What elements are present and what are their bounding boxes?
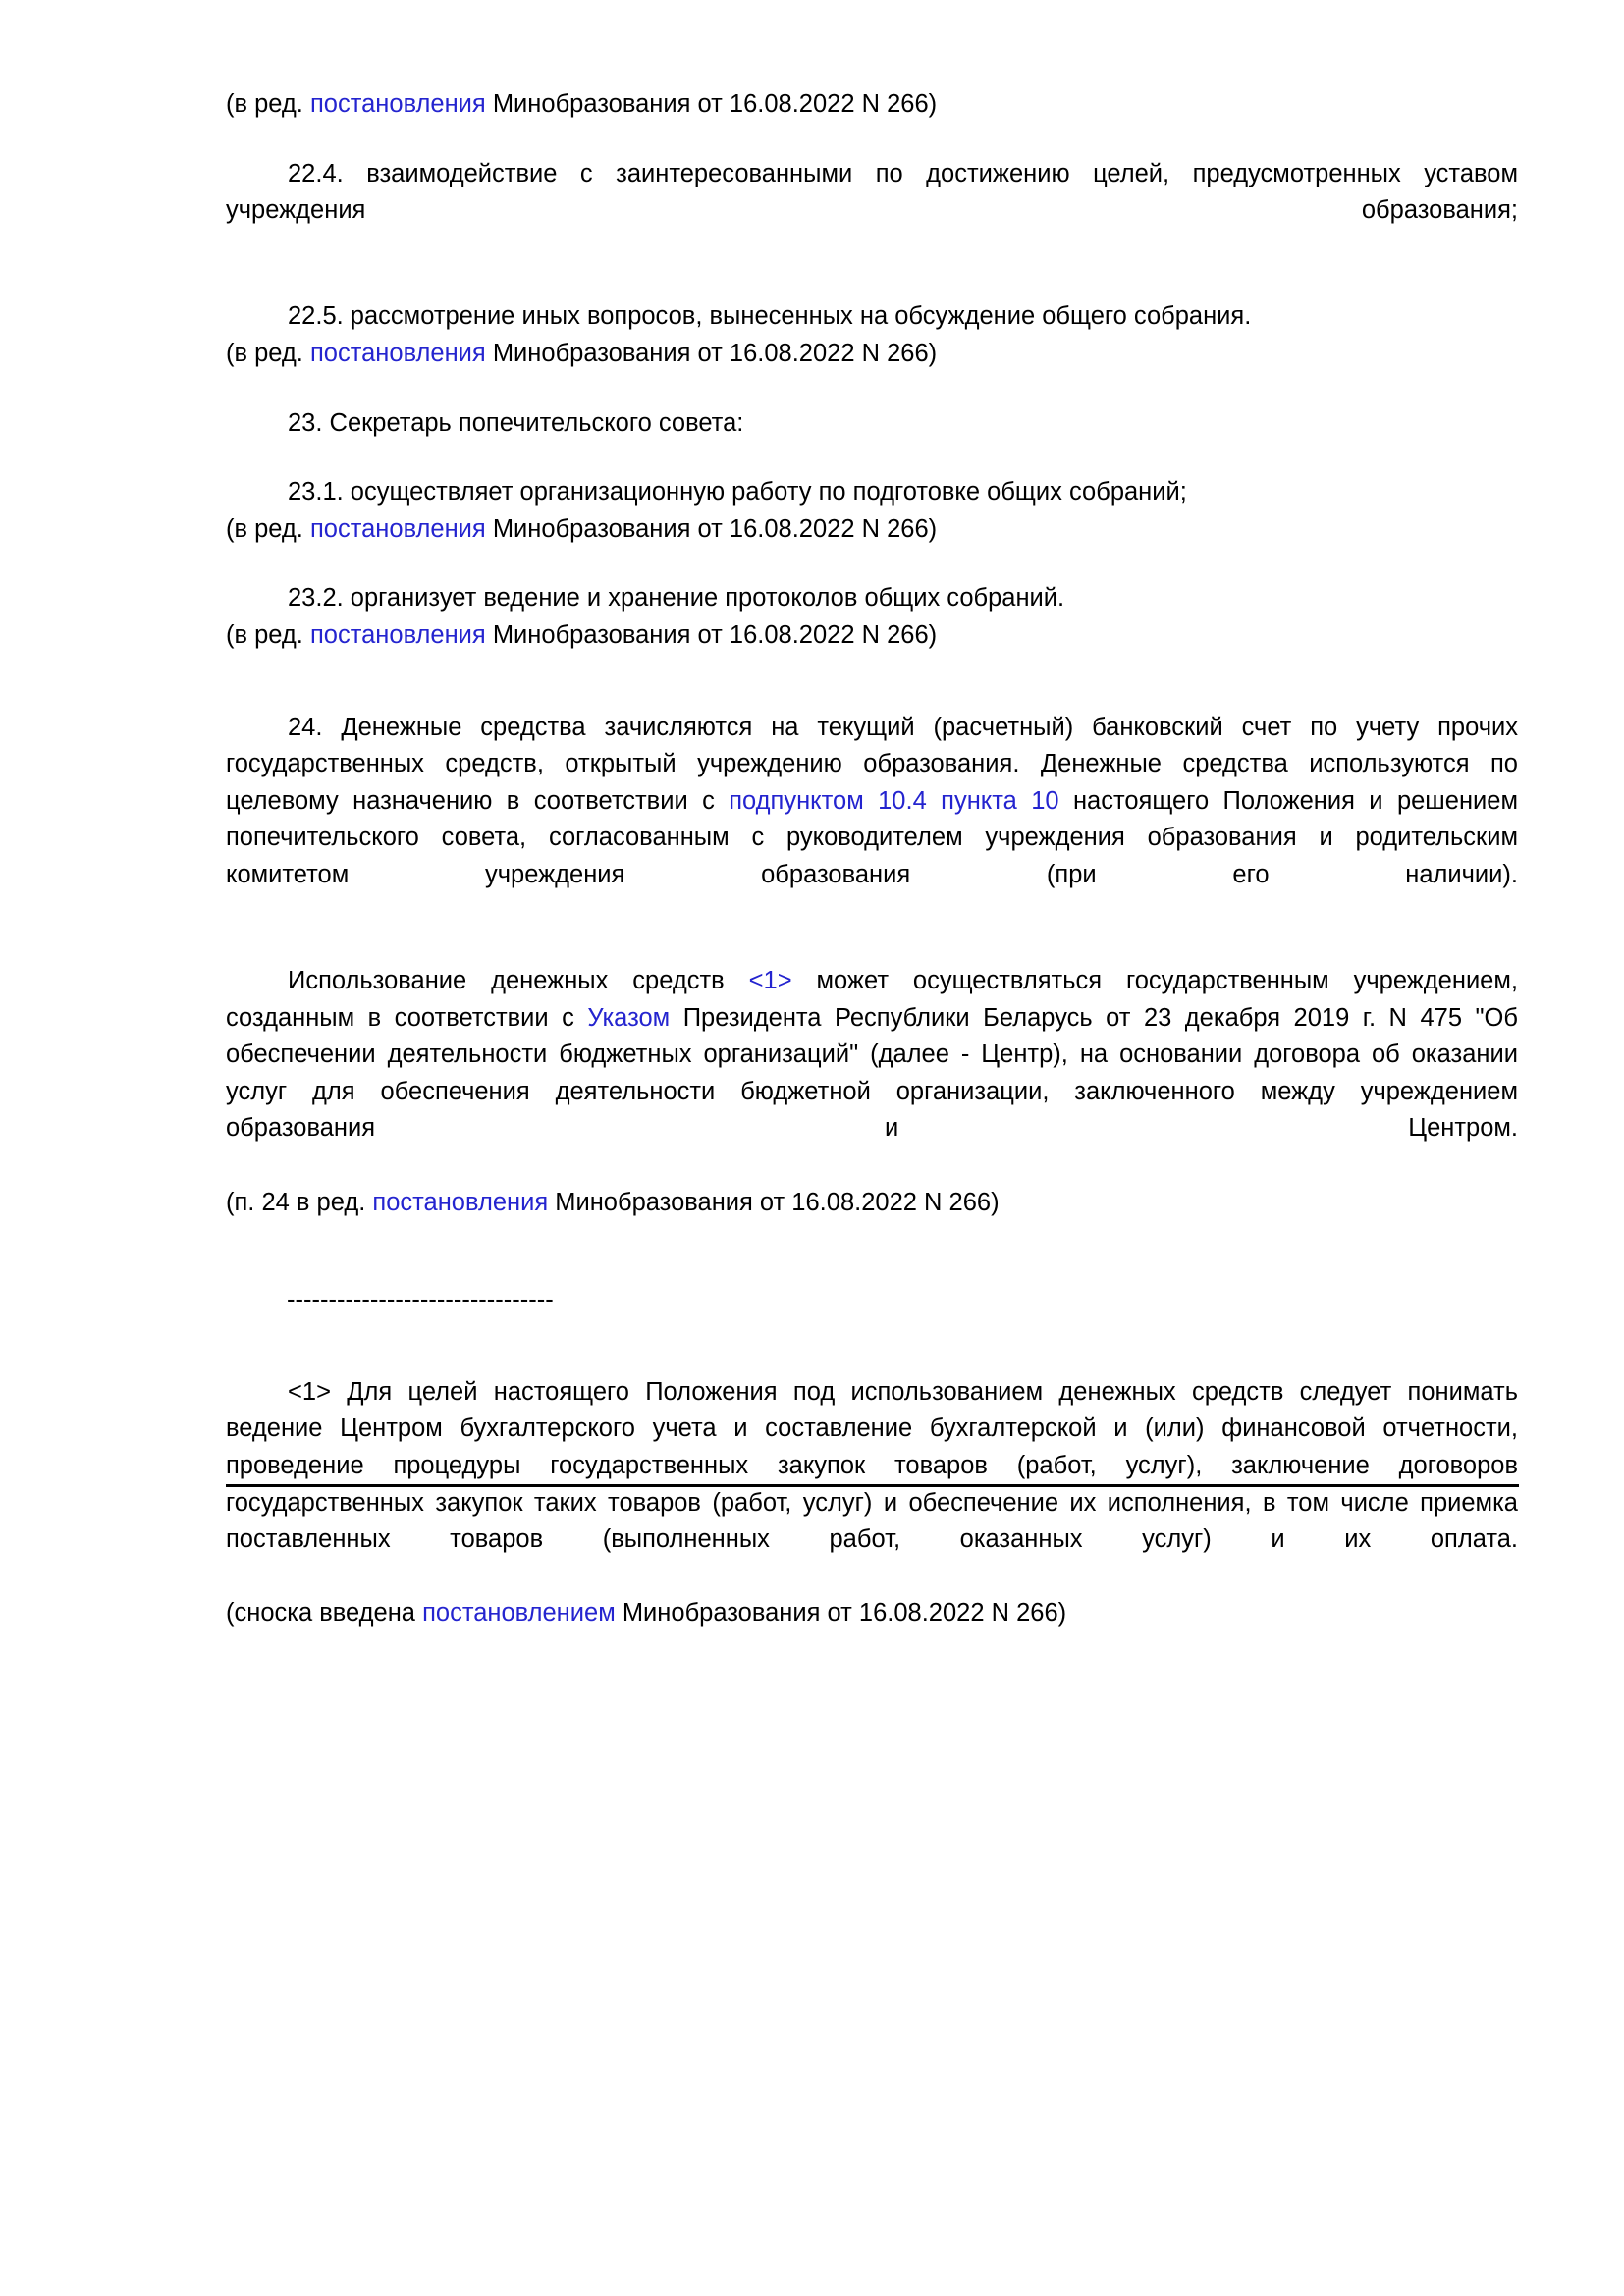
spacer xyxy=(226,266,1518,298)
edit-note-6-suffix: Минобразования от 16.08.2022 N 266) xyxy=(615,1599,1067,1628)
edit-note-6 xyxy=(226,1595,1518,1632)
clause-24b-part2: может осуществляться государственным учреждением, созданным в соответствии с xyxy=(226,967,1518,1032)
clause-24 xyxy=(226,710,1518,932)
spacer xyxy=(226,655,1518,710)
edit-note-1 xyxy=(226,86,1518,124)
link-ukaz[interactable]: Указом xyxy=(587,1003,671,1032)
link-subclause-10-4[interactable]: подпунктом 10.4 пункта 10 xyxy=(729,786,1059,815)
edit-note-3-prefix: (в ред. xyxy=(226,514,310,543)
edit-note-2-suffix: Минобразования от 16.08.2022 N 266) xyxy=(485,339,938,367)
footnote-1-marker: <1> xyxy=(288,1377,331,1406)
edit-note-5-suffix: Минобразования от 16.08.2022 N 266) xyxy=(548,1188,1000,1216)
edit-note-2-prefix: (в ред. xyxy=(226,339,310,367)
spacer xyxy=(226,373,1518,405)
edit-note-3 xyxy=(226,511,1518,549)
spacer xyxy=(226,124,1518,156)
clause-24-part1: 24. Денежные средства зачисляются на текущий (расчетный) банковский счет по учету прочих государственных средств, открытый учреждению образования. Денежные средства используются по целевому назначению в соответствии с xyxy=(226,713,1518,815)
document-body xyxy=(226,86,1518,1632)
footnote-reference-1-inline[interactable]: <1> xyxy=(748,967,792,995)
spacer xyxy=(226,1319,1518,1374)
edit-note-2 xyxy=(226,336,1518,373)
footnote-separator: -------------------------------- xyxy=(287,1286,554,1314)
edit-note-4-prefix: (в ред. xyxy=(226,620,310,649)
spacer xyxy=(226,931,1518,963)
link-postanovleniya-1[interactable]: постановления xyxy=(309,90,486,118)
clause-24-second-para xyxy=(226,963,1518,1185)
footnote-1-text: Для целей настоящего Положения под использованием денежных средств следует понимать ведение Центром бухгалтерского учета и составление бухгалтерской и (или) финансовой отчетности, проведение процедуры государственных закупок товаров (работ, услуг), заключение договоров государственных закупок таких товаров (работ, услуг) и обеспечение их исполнения, в том числе приемка поставленных товаров (выполненных работ, оказанных услуг) и их оплата. xyxy=(226,1377,1518,1554)
edit-note-5 xyxy=(226,1185,1518,1222)
edit-note-4 xyxy=(226,617,1518,655)
link-postanovleniya-3[interactable]: постановления xyxy=(309,514,486,543)
edit-note-6-prefix: (сноска введена xyxy=(226,1599,423,1628)
edit-note-1-prefix: (в ред. xyxy=(226,90,310,118)
clause-24b-part1: Использование денежных средств xyxy=(288,967,749,995)
edit-note-3-suffix: Минобразования от 16.08.2022 N 266) xyxy=(485,514,938,543)
link-postanovleniem-6[interactable]: постановлением xyxy=(422,1599,616,1628)
link-postanovleniya-4[interactable]: постановления xyxy=(309,620,486,649)
link-postanovleniya-5[interactable]: постановления xyxy=(372,1188,549,1216)
clause-23-1: 23.1. осуществляет организационную работу по подготовке общих собраний; xyxy=(288,478,1187,507)
edit-note-4-suffix: Минобразования от 16.08.2022 N 266) xyxy=(485,620,938,649)
edit-note-1-suffix: Минобразования от 16.08.2022 N 266) xyxy=(485,90,938,118)
spacer xyxy=(226,442,1518,474)
page-footer-rule xyxy=(226,1484,1519,1487)
clause-23: 23. Секретарь попечительского совета: xyxy=(288,408,744,437)
spacer xyxy=(226,548,1518,580)
clause-22-5: 22.5. рассмотрение иных вопросов, вынесенных на обсуждение общего собрания. xyxy=(288,302,1252,331)
clause-24-part2: настоящего Положения и решением попечительского совета, согласованным с руководителем учреждения образования и родительским комитетом учреждения образования (при его наличии). xyxy=(226,786,1518,888)
clause-24b-part3: Президента Республики Беларусь от 23 декабря 2019 г. N 475 "Об обеспечении деятельности бюджетных организаций" (далее - Центр), на основании договора об оказании услуг для обеспечения деятельности бюджетной организации, заключенного между учреждением образования и Центром. xyxy=(226,1003,1518,1143)
clause-23-2: 23.2. организует ведение и хранение протоколов общих собраний. xyxy=(288,584,1065,613)
edit-note-5-prefix: (п. 24 в ред. xyxy=(226,1188,373,1216)
link-postanovleniya-2[interactable]: постановления xyxy=(309,339,486,367)
clause-22-4: 22.4. взаимодействие с заинтересованными по достижению целей, предусмотренных уставом учреждения образования; xyxy=(226,159,1518,225)
spacer xyxy=(226,1221,1518,1282)
